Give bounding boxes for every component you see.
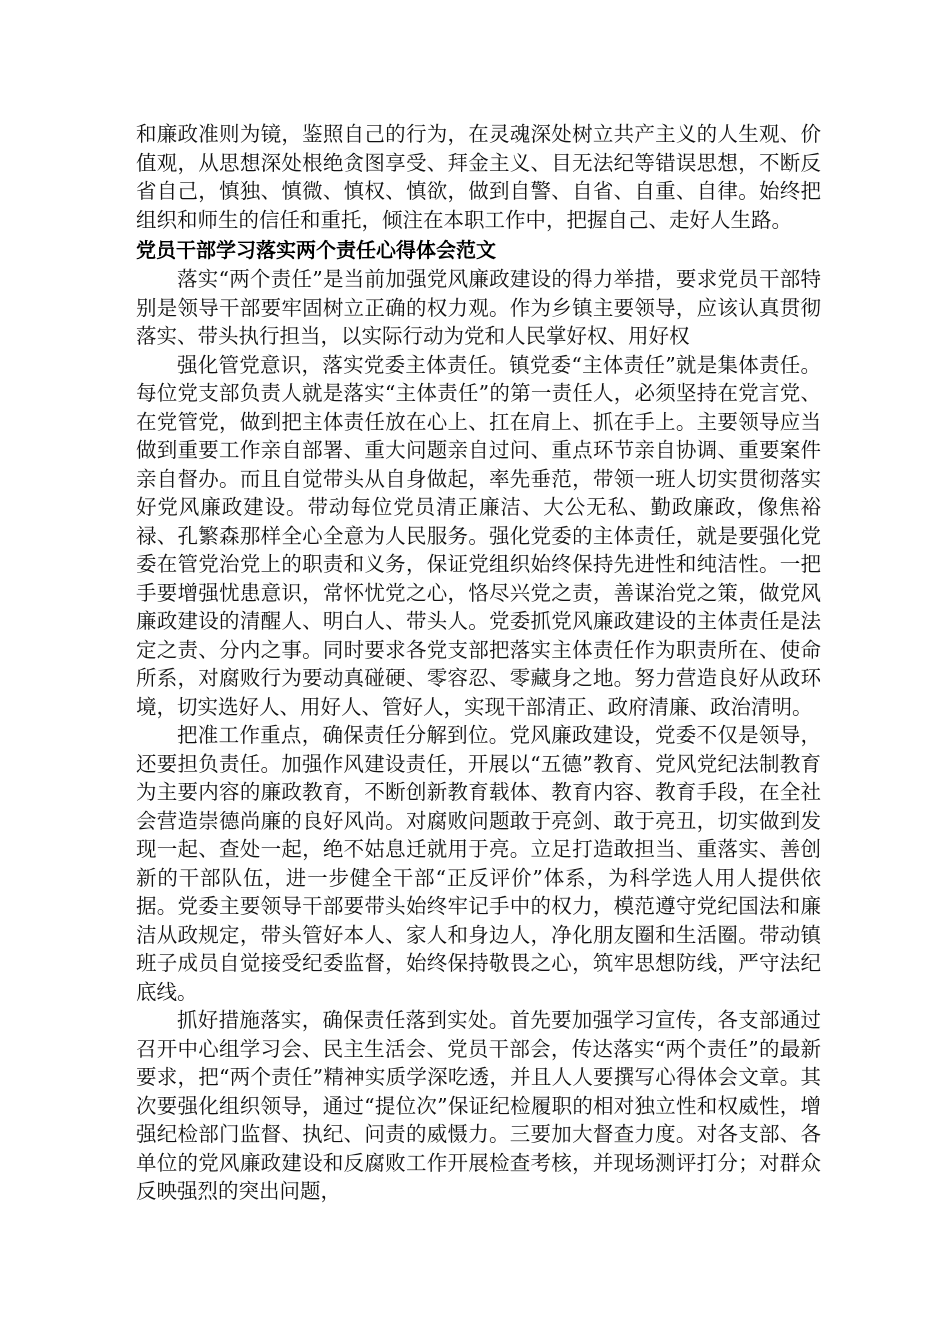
document-body [136, 120, 821, 1206]
paragraph-implementation: 抓好措施落实，确保责任落到实处。首先要加强学习宣传，各支部通过召开中心组学习会、民主生活会、党员干部会，传达落实“两个责任”的最新要求，把“两个责任”精神实质学深吃透，并且人人要撰写心得体会文章。其次要强化组织领导，通过“提位次”保证纪检履职的相对独立性和权威性，增强纪检部门监督、执纪、问责的威慑力。三要加大督查力度。对各支部、各单位的党风廉政建设和反腐败工作开展检查考核，并现场测评打分；对群众反映强烈的突出问题， [136, 1008, 821, 1203]
continuation-paragraph: 和廉政准则为镜，鉴照自己的行为，在灵魂深处树立共产主义的人生观、价值观，从思想深处根绝贪图享受、拜金主义、目无法纪等错误思想，不断反省自己，慎独、慎微、慎权、慎欲，做到自警、自省、自重、自律。始终把组织和师生的信任和重托，倾注在本职工作中，把握自己、走好人生路。 [136, 122, 821, 232]
section-title: 党员干部学习落实两个责任心得体会范文 [136, 238, 496, 262]
paragraph-main-responsibility: 强化管党意识，落实党委主体责任。镇党委“主体责任”就是集体责任。每位党支部负责人就是落实“主体责任”的第一责任人，必须坚持在党言党、在党管党，做到把主体责任放在心上、扛在肩上、抓在手上。主要领导应当做到重要工作亲自部署、重大问题亲自过问、重点环节亲自协调、重要案件亲自督办。而且自觉带头从自身做起，率先垂范，带领一班人切实贯彻落实好党风廉政建设。带动每位党员清正廉洁、大公无私、勤政廉政，像焦裕禄、孔繁森那样全心全意为人民服务。强化党委的主体责任，就是要强化党委在管党治党上的职责和义务，保证党组织始终保持先进性和纯洁性。一把手要增强忧患意识，常怀忧党之心，恪尽兴党之责，善谋治党之策，做党风廉政建设的清醒人、明白人、带头人。党委抓党风廉政建设的主体责任是法定之责、分内之事。同时要求各党支部把落实主体责任作为职责所在、使命所系，对腐败行为要动真碰硬、零容忍、零藏身之地。努力营造良好从政环境，切实选好人、用好人、管好人，实现干部清正、政府清廉、政治清明。 [136, 352, 821, 719]
paragraph-work-focus: 把准工作重点，确保责任分解到位。党风廉政建设，党委不仅是领导，还要担负责任。加强作风建设责任，开展以“五德”教育、党风党纪法制教育为主要内容的廉政教育，不断创新教育载体、教育内容、教育手段，在全社会营造崇德尚廉的良好风尚。对腐败问题敢于亮剑、敢于亮丑，切实做到发现一起、查处一起，绝不姑息迁就用于亮。立足打造敢担当、重落实、善创新的干部队伍，进一步健全干部“正反评价”体系，为科学选人用人提供依据。党委主要领导干部要带头始终牢记手中的权力，模范遵守党纪国法和廉洁从政规定，带头管好本人、家人和身边人，净化朋友圈和生活圈。带动镇班子成员自觉接受纪委监督，始终保持敬畏之心，筑牢思想防线，严守法纪底线。 [136, 723, 821, 1004]
paragraph-intro: 落实“两个责任”是当前加强党风廉政建设的得力举措，要求党员干部特别是领导干部要牢固树立正确的权力观。作为乡镇主要领导，应该认真贯彻落实、带头执行担当，以实际行动为党和人民掌好权、用好权 [136, 267, 821, 348]
